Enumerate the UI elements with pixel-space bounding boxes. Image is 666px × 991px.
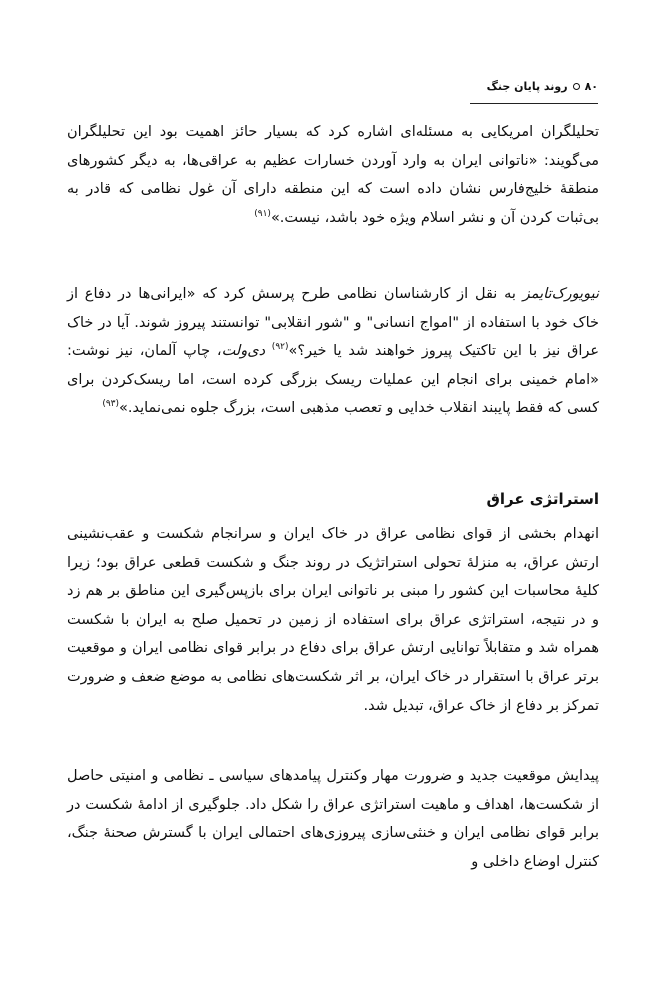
paragraph-1	[67, 118, 599, 232]
footnote-ref-91: (۹۱)	[254, 208, 271, 219]
newspaper-name-nyt: نیویورک‌تایمز	[522, 286, 599, 302]
paragraph-3-text: انهدام بخشی از قوای نظامی عراق در خاک ایران و سرانجام شکست و عقب‌نشینی ارتش عراق، به منزلهٔ تحولی استراتژیک در روند جنگ و شکست قطعی عراق بود؛ زیرا کلیهٔ محاسبات این کشور را مبنی بر ناتوانی ایران برای بازپس‌گیری این مناطق بر هم زد و در نتیجه، استراتژی عراق برای استفاده از زمین در تحمیل صلح به ایران با شکست همراه شد و متقابلاً توانایی ارتش عراق برای دفاع در برابر قوای نظامی ایران و موقعیت برتر عراق با استقرار در خاک ایران، بر اثر شکست‌های نظامی به موضع ضعف و ضرورت تمرکز بر دفاع از خاک عراق، تبدیل شد.	[67, 526, 599, 714]
newspaper-name-die-welt: دی‌ولت	[221, 343, 272, 360]
header-rule	[470, 103, 598, 104]
paragraph-4	[67, 762, 599, 876]
paragraph-3	[67, 520, 599, 720]
section-heading: استراتژی عراق	[486, 490, 599, 508]
footnote-ref-93: (۹۳)	[102, 399, 120, 410]
paragraph-1-text: تحلیلگران امریکایی به مسئله‌ای اشاره کرد که بسیار حائز اهمیت بود این تحلیلگران می‌گویند: «ناتوانی ایران به وارد آوردن خسارات عظیم به عراقی‌ها، به دیگر کشورهای منطقهٔ خلیج‌فارس نشان داده است که این منطقه دارای آن غول نظامی که قادر به بی‌ثبات کردن آن و نشر اسلام ویژه خود باشد، نیست.»	[67, 124, 599, 226]
paragraph-4-text: پیدایش موقعیت جدید و ضرورت مهار وکنترل پیامدهای سیاسی ـ نظامی و امنیتی حاصل از شکست‌ها، اهداف و ماهیت استراتژی عراق را شکل داد. جلوگیری از ادامهٔ شکست در برابر قوای نظامی ایران و خنثی‌سازی پیروزی‌های احتمالی ایران با گسترش صحنهٔ جنگ، کنترل اوضاع داخلی و	[67, 768, 599, 870]
paragraph-2-text-a: به نقل از کارشناسان نظامی طرح پرسش کرد که «ایرانی‌ها در دفاع از خاک خود با استفاده از "امواج انسانی" و "شور انقلابی" توانستند پیروز شوند. آیا در خاک عراق نیز با این تاکتیک پیروز خواهند شد یا خیر؟»	[67, 286, 600, 360]
running-header	[470, 80, 598, 93]
page-number: ۸۰	[584, 80, 598, 93]
running-title: روند پایان جنگ	[486, 80, 568, 93]
footnote-ref-92: (۹۲)	[271, 342, 289, 353]
circle-ornament-icon	[573, 83, 580, 90]
paragraph-2-text-b: ، چاپ آلمان، نیز نوشت: «امام خمینی برای انجام این عملیات ریسک بزرگی کرده است، اما ریسک‌کردن برای کسی که فقط پایبند انقلاب خدایی و تعصب مذهبی است، بزرگ جلوه نمی‌نماید.»	[67, 343, 599, 417]
paragraph-2	[67, 280, 599, 423]
